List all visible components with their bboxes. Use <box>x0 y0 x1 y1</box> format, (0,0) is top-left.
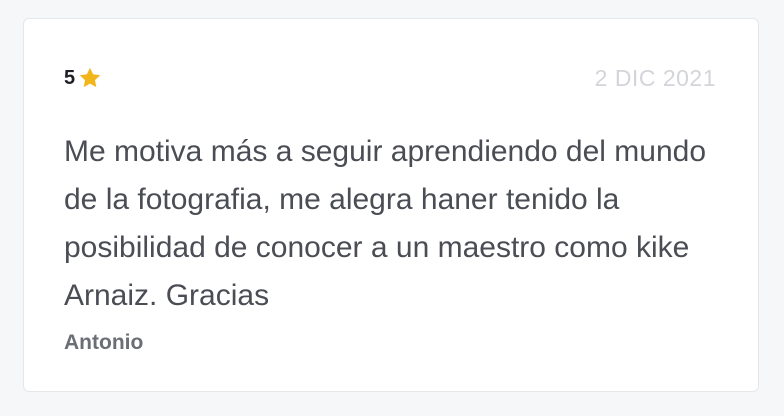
rating-value: 5 <box>64 67 76 89</box>
review-date: 2 DIC 2021 <box>594 64 716 91</box>
review-header <box>64 64 716 92</box>
review-text: Me motiva más a seguir aprendiendo del mundo de la fotografia, me alegra haner tenido la posibilidad de conocer a un maestro como kike Arnaiz. Gracias <box>64 135 707 312</box>
star-icon <box>78 66 102 90</box>
rating <box>64 66 102 90</box>
review-author: Antonio <box>64 331 144 354</box>
review-card <box>23 18 759 392</box>
